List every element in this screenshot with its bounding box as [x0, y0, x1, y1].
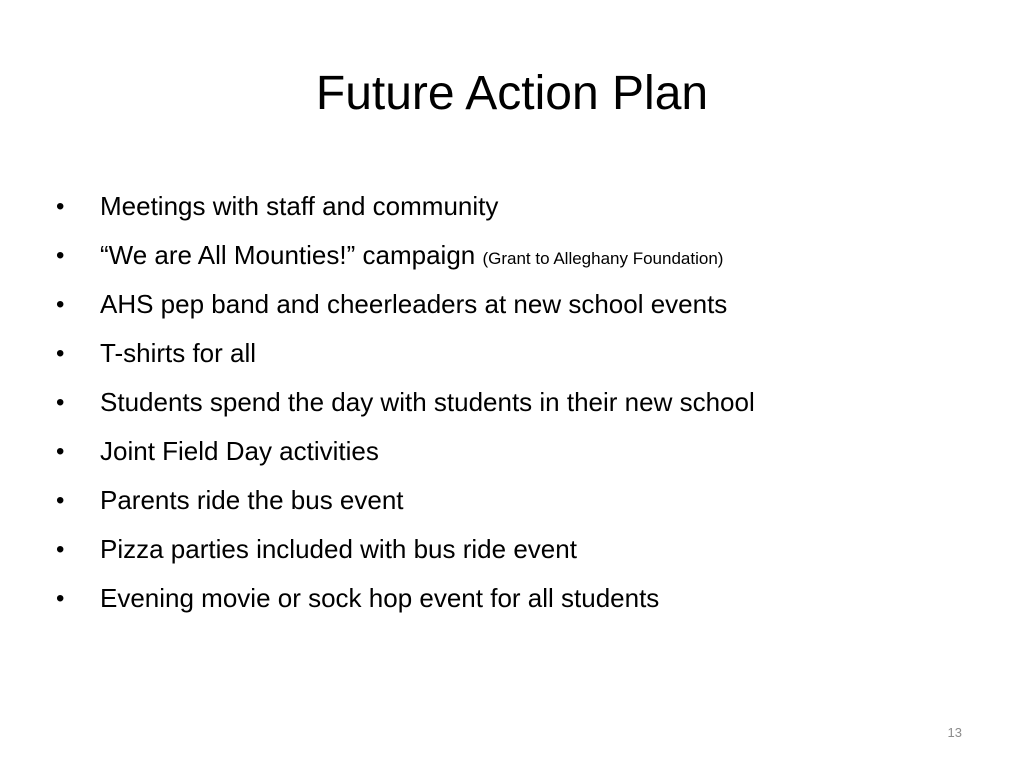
- bullet-main-text: Students spend the day with students in their new school: [100, 387, 755, 417]
- bullet-main-text: AHS pep band and cheerleaders at new school events: [100, 289, 728, 319]
- bullet-item: [56, 329, 986, 378]
- bullet-main-text: “We are All Mounties!” campaign: [100, 240, 483, 270]
- bullet-main-text: T-shirts for all: [100, 338, 257, 368]
- bullet-icon: •: [56, 487, 65, 514]
- bullet-icon: •: [56, 585, 65, 612]
- bullet-main-text: Parents ride the bus event: [100, 485, 404, 515]
- bullet-text: [100, 378, 755, 430]
- slide-title: Future Action Plan: [315, 67, 709, 120]
- bullet-text: [100, 525, 577, 577]
- bullet-item: [56, 525, 986, 574]
- bullet-icon: •: [56, 536, 65, 563]
- bullet-icon: •: [56, 389, 65, 416]
- bullet-item: [56, 182, 986, 231]
- bullet-main-text: Joint Field Day activities: [100, 436, 379, 466]
- bullet-text: [100, 182, 498, 234]
- bullet-text: [100, 280, 727, 332]
- bullet-text: [100, 329, 256, 381]
- bullet-text: [100, 574, 659, 626]
- bullet-icon: •: [56, 291, 65, 318]
- bullet-item: [56, 427, 986, 476]
- bullet-list: [56, 182, 986, 623]
- bullet-item: [56, 378, 986, 427]
- bullet-icon: •: [56, 340, 65, 367]
- bullet-main-text: Meetings with staff and community: [100, 191, 499, 221]
- bullet-note: (Grant to Alleghany Foundation): [482, 249, 724, 268]
- bullet-text: [100, 427, 379, 479]
- bullet-icon: •: [56, 242, 65, 269]
- bullet-icon: •: [56, 438, 65, 465]
- bullet-icon: •: [56, 193, 65, 220]
- bullet-text: [100, 231, 723, 283]
- bullet-item: [56, 574, 986, 623]
- bullet-main-text: Pizza parties included with bus ride event: [100, 534, 577, 564]
- page-number: 13: [947, 725, 962, 740]
- bullet-main-text: Evening movie or sock hop event for all students: [100, 583, 660, 613]
- bullet-item: [56, 280, 986, 329]
- bullet-item: [56, 476, 986, 525]
- bullet-item: [56, 231, 986, 280]
- bullet-text: [100, 476, 404, 528]
